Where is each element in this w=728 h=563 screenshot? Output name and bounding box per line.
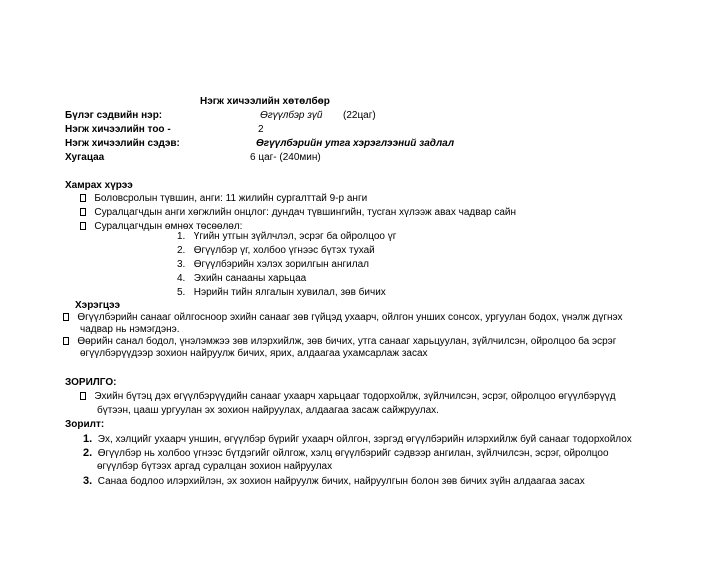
checkbox-bullet-icon (63, 337, 69, 345)
list-item-text: Өгүүлбэр үг, холбоо үгнээс бүтэх тухай (193, 245, 375, 256)
info-label-duration: Хугацаа (65, 152, 105, 163)
checkbox-bullet-icon (63, 313, 69, 321)
info-value-duration: 6 цаг- (240мин) (250, 152, 321, 163)
info-value-lesson-count: 2 (258, 124, 264, 135)
list-item (177, 231, 396, 243)
objective-text: Эх, хэлцийг ухаарч уншин, өгүүлбэр бүрийг ухаарч ойлгон, зэргэд өгүүлбэрийн илэрхийлж буй санааг тодорхойлох (97, 434, 632, 445)
need-item-continuation: чадвар нь нэмэгдэнэ. (80, 324, 180, 335)
list-item (177, 259, 369, 271)
scope-bullet-text: Суралцагчдын өмнөх төсөөлөл: (94, 221, 243, 232)
need-item-text: Өгүүлбэрийн санааг ойлгосноор эхийн санааг зөв гүйцэд ухаарч, ойлгон унших сонсох, ургуулан бодох, үнэлж дүгнэх (77, 312, 623, 323)
goal-continuation: бүтээн, цааш ургуулан эх зохион найруулах, алдаагаа засаж сайжруулах. (97, 405, 439, 416)
info-label-lesson-topic: Нэгж хичээлийн сэдэв: (65, 138, 180, 149)
page-title: Нэгж хичээлийн хөтөлбөр (200, 96, 330, 107)
goal-item (80, 391, 616, 403)
objective-number: 3. (83, 475, 93, 487)
objective-text: Санаа бодлоо илэрхийлэн, эх зохион найруулж бичих, найруулгын болон зөв бичих зүйн алдаагаа засах (97, 476, 585, 487)
objective-item (83, 447, 609, 460)
list-item (177, 287, 386, 299)
list-item-number: 2. (177, 245, 186, 256)
scope-bullet-text: Суралцагчдын анги хөгжлийн онцлог: дундач түвшингийн, тусган хүлээж авах чадвар сайн (94, 207, 517, 218)
objective-number: 2. (83, 447, 93, 459)
info-label-topic-name: Бүлэг сэдвийн нэр: (65, 110, 163, 121)
checkbox-bullet-icon (80, 208, 86, 216)
info-value-topic-name: Өгүүлбэр зүй (260, 110, 323, 121)
list-item-text: Өгүүлбэрийн хэлэх зорилгын ангилал (193, 259, 369, 270)
list-item (177, 273, 306, 285)
list-item-number: 1. (177, 231, 186, 242)
info-value-lesson-topic: Өгүүлбэрийн утга хэрэглээний задлал (256, 138, 455, 149)
list-item-text: Үгийн утгын зүйлчлэл, эсрэг ба ойролцоо үг (193, 231, 397, 242)
scope-bullet (80, 207, 516, 219)
scope-heading: Хамрах хүрээ (65, 180, 133, 191)
scope-bullet-text: Боловсролын түвшин, анги: 11 жилийн сургалттай 9-р анги (94, 193, 368, 204)
list-item-number: 3. (177, 259, 186, 270)
goal-heading: ЗОРИЛГО: (65, 377, 117, 388)
need-heading: Хэрэгцээ (75, 300, 121, 311)
objectives-heading: Зорилт: (65, 419, 105, 430)
list-item-text: Эхийн санааны харьцаа (193, 273, 307, 284)
need-item-continuation: өгүүлбэрүүдээр зохион найруулж бичих, ярих, алдаагаа ухамсарлаж засах (80, 348, 428, 359)
list-item (177, 245, 375, 257)
checkbox-bullet-icon (80, 194, 86, 202)
scope-bullet (80, 193, 367, 205)
info-extra-hours: (22цаг) (343, 110, 376, 121)
need-item (63, 312, 623, 324)
objective-continuation: өгүүлбэр бүтээх аргад суралцан зохион найруулах (97, 461, 333, 472)
list-item-text: Нэрийн тийн ялгалын хувилал, зөв бичих (193, 287, 386, 298)
list-item-number: 5. (177, 287, 186, 298)
objective-number: 1. (83, 433, 93, 445)
checkbox-bullet-icon (80, 222, 86, 230)
objective-item (83, 475, 585, 488)
checkbox-bullet-icon (80, 392, 86, 400)
objective-item (83, 433, 632, 446)
list-item-number: 4. (177, 273, 186, 284)
objective-text: Өгүүлбэр нь холбоо үгнээс бүтдэгийг ойлгож, хэлц өгүүлбэрийг сэдвээр ангилан, зүйлчилсэн, эсрэг, ойролцоо (97, 448, 609, 459)
info-label-lesson-count: Нэгж хичээлийн тоо - (65, 124, 171, 135)
need-item-text: Өөрийн санал бодол, үнэлэмжээ зөв илэрхийлж, зөв бичих, утга санааг харьцуулан, зүйлчилсэн, ойролцоо ба эсрэг (77, 336, 617, 347)
need-item (63, 336, 616, 348)
goal-text: Эхийн бүтэц дэх өгүүлбэрүүдийн санааг ухаарч харьцааг тодорхойлж, зүйлчилсэн, эсрэг, ойролцоо өгүүлбэрүүд (94, 391, 616, 402)
